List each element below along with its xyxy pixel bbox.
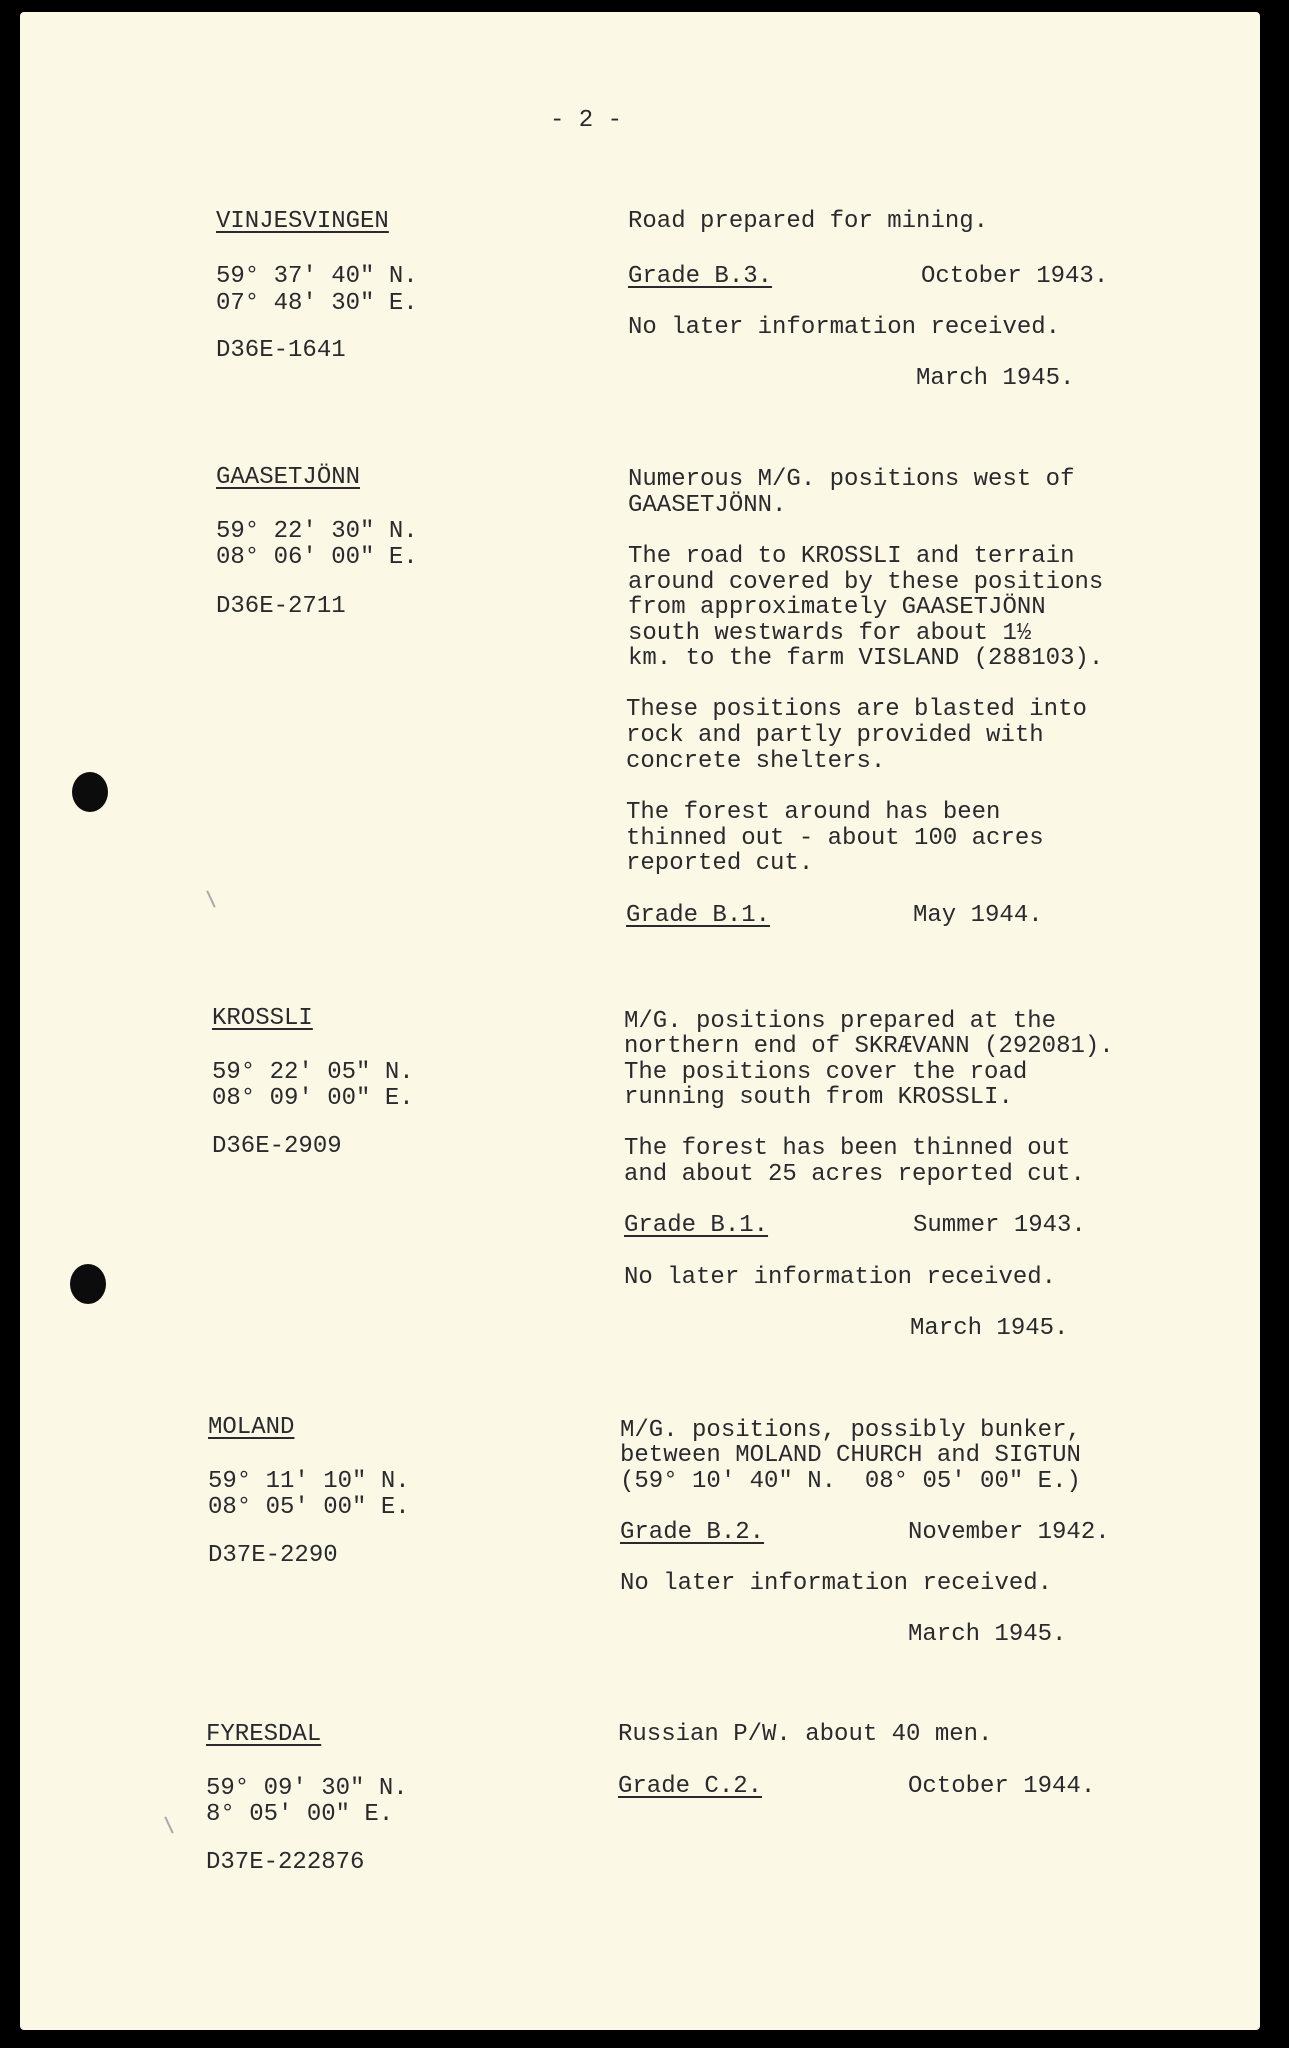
description-line: M/G. positions, possibly bunker, <box>620 1417 1081 1444</box>
paper-mark <box>164 1816 173 1833</box>
latitude: 59° 22' 30" N. <box>216 518 418 545</box>
grade: Grade C.2. <box>618 1773 763 1800</box>
description-line: GAASETJÖNN. <box>628 492 787 519</box>
map-reference: D37E-222876 <box>206 1849 365 1876</box>
description-line: km. to the farm VISLAND (288103). <box>628 645 1104 672</box>
description-line: and about 25 acres reported cut. <box>624 1161 1085 1188</box>
description-line: No later information received. <box>620 1570 1053 1597</box>
document-page <box>20 12 1260 2030</box>
report-date: Summer 1943. <box>913 1212 1086 1239</box>
description-line: No later information received. <box>628 314 1061 341</box>
location-name: GAASETJÖNN <box>216 464 361 491</box>
report-date: March 1945. <box>916 365 1075 392</box>
description-line: northern end of SKRÆVANN (292081). <box>624 1033 1114 1060</box>
description-line: south westwards for about 1½ <box>628 620 1032 647</box>
punch-hole <box>70 1264 106 1304</box>
description-line: reported cut. <box>626 850 814 877</box>
location-name: VINJESVINGEN <box>216 208 389 235</box>
description-line: between MOLAND CHURCH and SIGTUN <box>620 1442 1081 1469</box>
grade: Grade B.3. <box>628 263 773 290</box>
description-line: around covered by these positions <box>628 569 1104 596</box>
description-line: rock and partly provided with <box>626 722 1044 749</box>
description-line: No later information received. <box>624 1264 1057 1291</box>
location-name: FYRESDAL <box>206 1721 322 1748</box>
description-line: These positions are blasted into <box>626 696 1087 723</box>
report-date: October 1944. <box>908 1773 1096 1800</box>
description-line: The forest has been thinned out <box>624 1135 1071 1162</box>
report-date: November 1942. <box>908 1519 1110 1546</box>
description-line: The road to KROSSLI and terrain <box>628 543 1075 570</box>
latitude: 59° 11' 10" N. <box>208 1468 410 1495</box>
map-reference: D36E-1641 <box>216 337 346 364</box>
punch-hole <box>72 772 108 812</box>
map-reference: D36E-2711 <box>216 593 346 620</box>
description-line: running south from KROSSLI. <box>624 1084 1013 1111</box>
longitude: 08° 05' 00" E. <box>208 1494 410 1521</box>
report-date: May 1944. <box>913 902 1043 929</box>
description-line: Numerous M/G. positions west of <box>628 466 1075 493</box>
description-line: Road prepared for mining. <box>628 208 989 235</box>
description-line: (59° 10' 40" N. 08° 05' 00" E.) <box>620 1468 1081 1495</box>
description-line: concrete shelters. <box>626 748 886 775</box>
report-date: March 1945. <box>908 1621 1067 1648</box>
grade: Grade B.2. <box>620 1519 765 1546</box>
report-date: March 1945. <box>910 1315 1069 1342</box>
latitude: 59° 37' 40" N. <box>216 263 418 290</box>
map-reference: D36E-2909 <box>212 1133 342 1160</box>
location-name: KROSSLI <box>212 1005 313 1032</box>
longitude: 8° 05' 00" E. <box>206 1801 394 1828</box>
latitude: 59° 09' 30" N. <box>206 1775 408 1802</box>
longitude: 08° 06' 00" E. <box>216 544 418 571</box>
paper-mark <box>206 890 215 907</box>
description-line: Russian P/W. about 40 men. <box>618 1721 993 1748</box>
longitude: 07° 48' 30" E. <box>216 290 418 317</box>
description-line: The positions cover the road <box>624 1059 1028 1086</box>
latitude: 59° 22' 05" N. <box>212 1059 414 1086</box>
description-line: from approximately GAASETJÖNN <box>628 594 1046 621</box>
description-line: The forest around has been <box>626 799 1001 826</box>
description-line: M/G. positions prepared at the <box>624 1008 1057 1035</box>
map-reference: D37E-2290 <box>208 1542 338 1569</box>
description-line: thinned out - about 100 acres <box>626 825 1044 852</box>
longitude: 08° 09' 00" E. <box>212 1085 414 1112</box>
grade: Grade B.1. <box>626 902 771 929</box>
report-date: October 1943. <box>921 263 1109 290</box>
grade: Grade B.1. <box>624 1212 769 1239</box>
location-name: MOLAND <box>208 1414 295 1441</box>
page-number: - 2 - <box>550 107 623 134</box>
